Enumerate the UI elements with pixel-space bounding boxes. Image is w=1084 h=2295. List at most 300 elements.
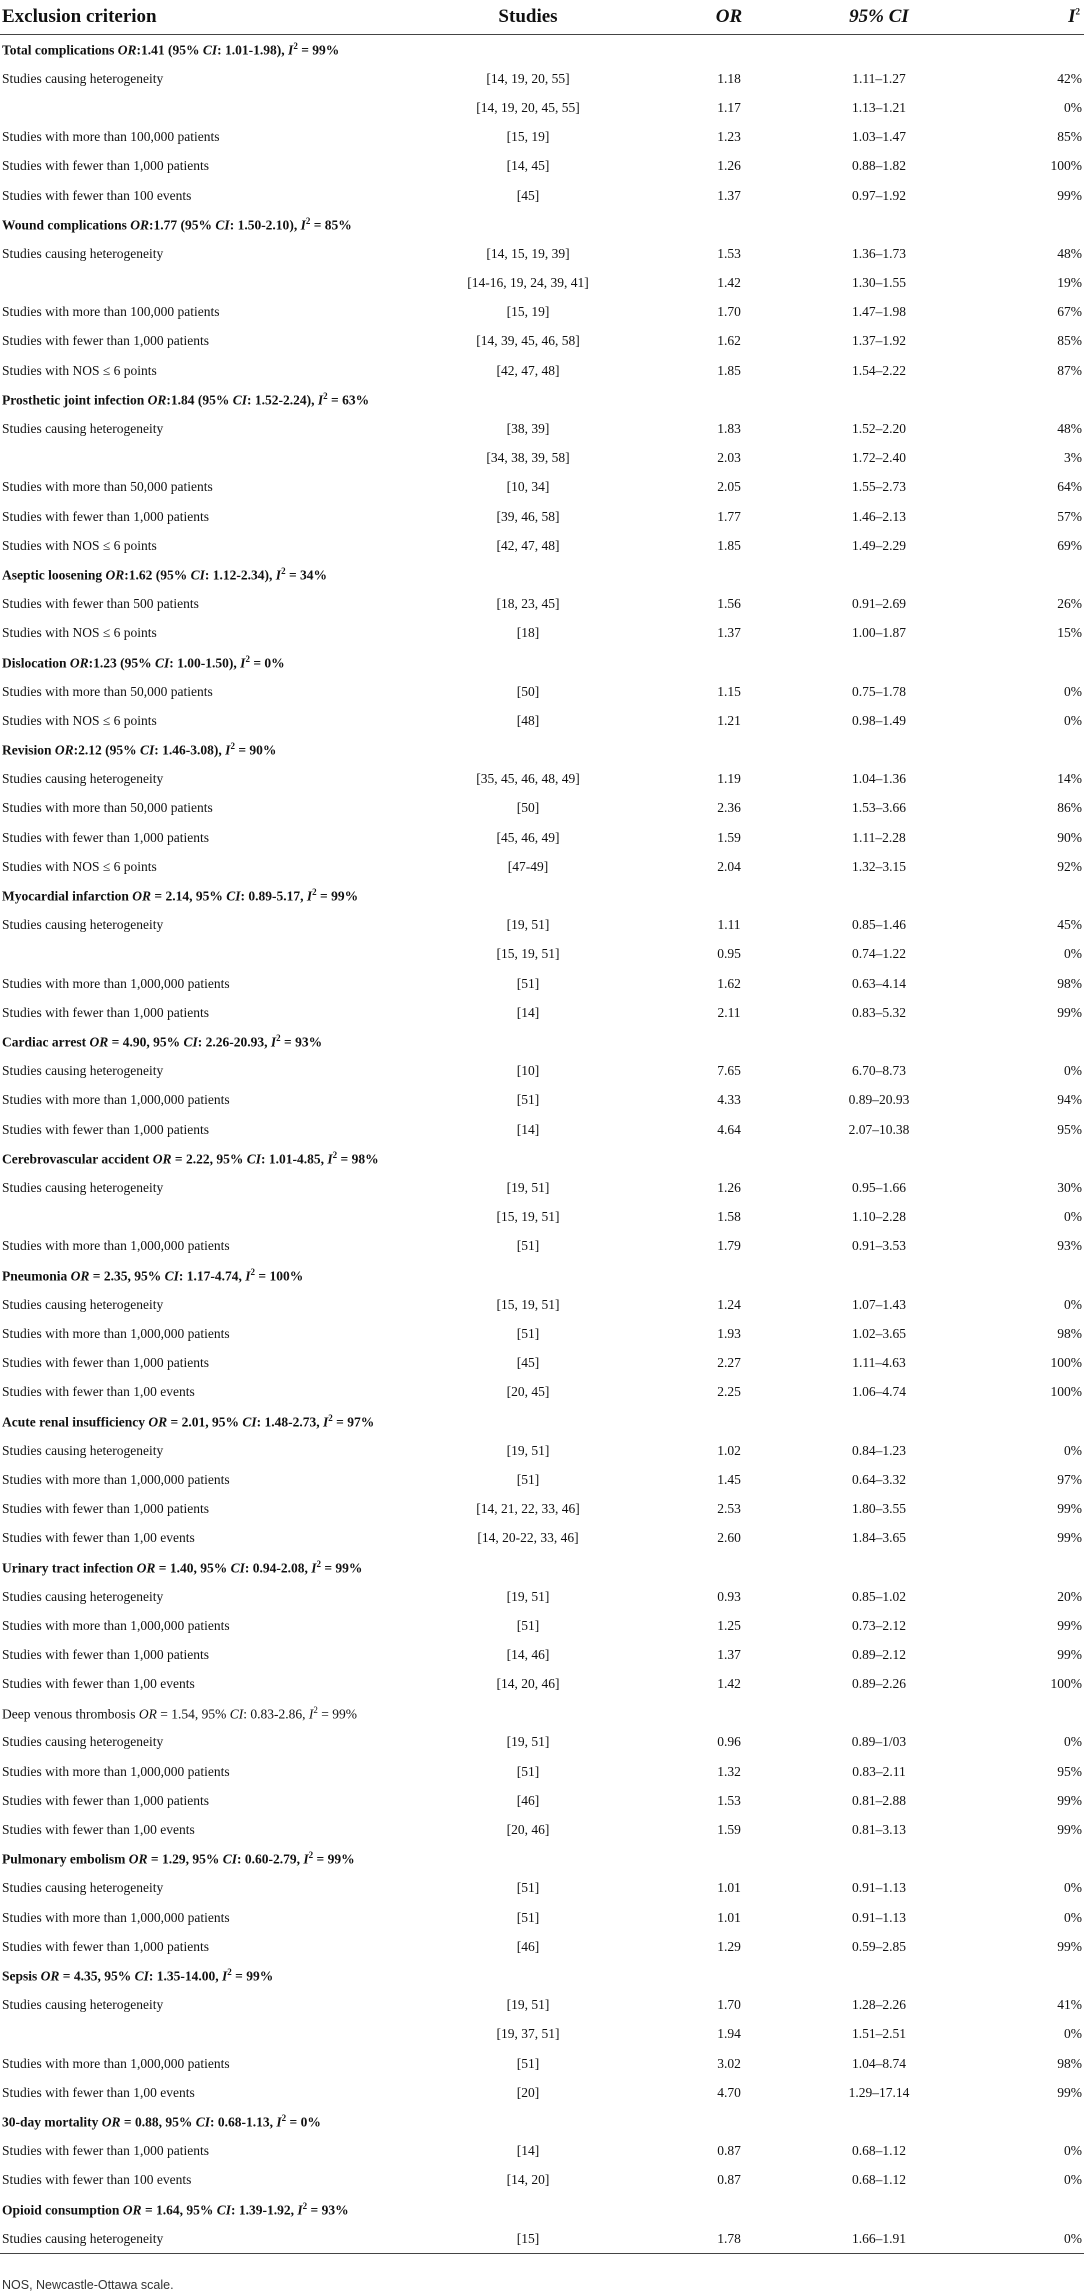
row-i2: 95% xyxy=(1057,1763,1082,1779)
section-eq: = xyxy=(167,1414,182,1430)
row-studies: [51] xyxy=(516,1909,540,1925)
row-i2: 100% xyxy=(1050,1676,1082,1692)
section-ci-prefix: , 95% xyxy=(146,1034,184,1050)
section-pooled-i2: 99% xyxy=(332,1706,357,1722)
row-ci: 1.10–2.28 xyxy=(852,1209,906,1225)
table-row xyxy=(0,1524,1084,1553)
table-row xyxy=(0,1670,1084,1699)
section-pooled-ci: 1.35-14.00 xyxy=(156,1968,216,1984)
row-criterion: Studies causing heterogeneity xyxy=(2,771,164,787)
row-ci: 0.89–20.93 xyxy=(848,1092,910,1108)
row-studies: [15, 19, 51] xyxy=(496,1296,560,1312)
section-header-cell: Revision OR:2.12 (95% CI: 1.46-3.08), $I^2 = 90\%$ xyxy=(2,741,277,758)
section-sep: ) xyxy=(306,392,312,408)
section-ci-prefix: (95% xyxy=(177,217,216,233)
row-or: 1.29 xyxy=(717,1938,741,1954)
row-ci: 0.68–1.12 xyxy=(852,2172,906,2188)
row-or: 1.42 xyxy=(717,1676,741,1692)
section-eq: = xyxy=(141,2202,157,2218)
section-header-row xyxy=(0,1144,1084,1173)
row-or: 2.53 xyxy=(717,1500,741,1516)
row-studies: [51] xyxy=(516,1763,540,1779)
row-or: 1.37 xyxy=(717,1646,741,1662)
section-pooled-ci: 1.52-2.24 xyxy=(254,392,307,408)
row-studies: [14] xyxy=(516,1121,540,1137)
table-row xyxy=(0,852,1084,881)
row-criterion: Studies with more than 1,000,000 patients xyxy=(2,1238,230,1254)
row-i2: 0% xyxy=(1064,1063,1082,1079)
section-pooled-i2: 90% xyxy=(249,742,277,758)
section-header-row xyxy=(0,1553,1084,1582)
row-criterion: Studies causing heterogeneity xyxy=(2,1296,164,1312)
section-header-cell: Prosthetic joint infection OR:1.84 (95% CI: 1.52-2.24), $I^2 = 63\%$ xyxy=(2,391,370,408)
row-studies: [48] xyxy=(516,712,540,728)
section-name: Myocardial infarction xyxy=(2,888,129,904)
row-or: 1.19 xyxy=(717,771,741,787)
row-ci: 1.46–2.13 xyxy=(852,508,906,524)
row-or: 1.59 xyxy=(717,829,741,845)
section-pooled-i2: 63% xyxy=(342,392,370,408)
row-criterion: Studies with more than 1,000,000 patients xyxy=(2,1617,230,1633)
row-or: 1.56 xyxy=(717,596,741,612)
section-header-cell: Pneumonia OR = 2.35, 95% CI: 1.17-4.74, $I^2 = 100\%$ xyxy=(2,1266,304,1284)
section-pooled-ci: 1.01-1.98 xyxy=(225,42,277,58)
row-criterion: Studies with fewer than 1,000 patients xyxy=(2,1792,209,1808)
row-studies: [51] xyxy=(516,1880,540,1896)
row-criterion: Studies with fewer than 1,00 events xyxy=(2,1676,195,1692)
i2-label: I xyxy=(327,1151,333,1167)
row-criterion: Studies with fewer than 100 events xyxy=(2,187,192,203)
row-ci: 1.84–3.65 xyxy=(852,1530,906,1546)
section-name: Cardiac arrest xyxy=(2,1034,87,1050)
section-name: Urinary tract infection xyxy=(2,1560,134,1576)
section-header-row xyxy=(0,1699,1084,1728)
row-i2: 92% xyxy=(1057,858,1082,874)
section-eq: = xyxy=(155,1560,170,1576)
row-studies: [18] xyxy=(516,625,540,641)
row-studies: [51] xyxy=(516,1238,540,1254)
table-row xyxy=(0,1494,1084,1523)
row-ci: 6.70–8.73 xyxy=(852,1063,906,1079)
table-row xyxy=(0,1115,1084,1144)
section-sep: ) xyxy=(276,42,282,58)
section-pooled-i2: 97% xyxy=(347,1414,375,1430)
row-criterion: Studies with more than 50,000 patients xyxy=(2,479,213,495)
ci-label: CI xyxy=(190,567,205,583)
row-ci: 0.85–1.46 xyxy=(852,917,906,933)
row-ci: 1.03–1.47 xyxy=(852,129,906,145)
i2-label: I xyxy=(270,1034,277,1050)
row-or: 1.17 xyxy=(717,99,741,115)
table-row xyxy=(0,2078,1084,2107)
row-studies: [14] xyxy=(516,1004,540,1020)
section-ci-prefix: , 95% xyxy=(185,1851,223,1867)
row-i2: 30% xyxy=(1057,1179,1082,1195)
row-or: 1.53 xyxy=(717,1792,741,1808)
row-ci: 0.91–2.69 xyxy=(852,596,906,612)
row-criterion: Studies with fewer than 1,000 patients xyxy=(2,1355,209,1371)
section-name: Prosthetic joint infection xyxy=(2,392,145,408)
row-criterion: Studies with more than 1,000,000 patients xyxy=(2,1909,230,1925)
row-studies: [14-16, 19, 24, 39, 41] xyxy=(467,275,589,291)
row-or: 1.62 xyxy=(717,975,741,991)
table-row xyxy=(0,2224,1084,2254)
row-ci: 1.11–2.28 xyxy=(852,829,906,845)
row-studies: [51] xyxy=(516,975,540,991)
row-or: 0.87 xyxy=(717,2172,741,2188)
row-ci: 1.55–2.73 xyxy=(852,479,906,495)
row-criterion: Studies with more than 100,000 patients xyxy=(2,129,220,145)
section-header-cell: Deep venous thrombosis OR = 1.54, 95% CI: 0.83-2.86, $I^2 = 99\%$ xyxy=(2,1704,357,1722)
section-pooled-or: 1.23 xyxy=(93,655,117,671)
table-row xyxy=(0,823,1084,852)
row-criterion: Studies with more than 100,000 patients xyxy=(2,304,220,320)
section-pooled-i2: 93% xyxy=(321,2202,349,2218)
row-ci: 0.68–1.12 xyxy=(852,2143,906,2159)
table-row xyxy=(0,619,1084,648)
section-eq: = xyxy=(59,1968,74,1984)
row-or: 0.87 xyxy=(717,2143,741,2159)
row-ci: 1.51–2.51 xyxy=(852,2026,906,2042)
row-i2: 99% xyxy=(1057,2084,1082,2100)
row-studies: [45] xyxy=(516,187,540,203)
row-or: 1.53 xyxy=(717,245,741,261)
table-footnote: NOS, Newcastle-Ottawa scale. xyxy=(2,2278,174,2292)
i2-label: I xyxy=(300,217,306,233)
row-i2: 100% xyxy=(1050,1384,1082,1400)
table-row xyxy=(0,911,1084,940)
section-ci-prefix: (95% xyxy=(116,655,156,671)
section-pooled-or: 1.84 xyxy=(170,392,195,408)
row-ci: 1.72–2.40 xyxy=(852,450,906,466)
table-row xyxy=(0,1465,1084,1494)
i2-label: I xyxy=(275,567,282,583)
row-criterion: Studies with fewer than 1,000 patients xyxy=(2,2143,209,2159)
row-i2: 0% xyxy=(1064,1734,1082,1750)
row-i2: 20% xyxy=(1057,1588,1082,1604)
row-criterion xyxy=(0,2020,392,2049)
row-studies: [20] xyxy=(516,2084,540,2100)
section-ci-prefix: , 95% xyxy=(205,1414,243,1430)
row-studies: [46] xyxy=(516,1792,540,1808)
i2-label: I xyxy=(245,1268,251,1284)
row-or: 1.85 xyxy=(717,362,741,378)
table-row xyxy=(0,93,1084,122)
row-criterion: Studies with fewer than 1,000 patients xyxy=(2,829,209,845)
row-i2: 67% xyxy=(1057,304,1082,320)
row-i2: 99% xyxy=(1057,1004,1082,1020)
or-label: OR xyxy=(130,217,150,233)
section-pooled-or: 2.14 xyxy=(165,888,190,904)
row-i2: 15% xyxy=(1057,625,1082,641)
row-i2: 85% xyxy=(1057,129,1082,145)
section-pooled-or: 1.77 xyxy=(153,217,178,233)
row-ci: 1.02–3.65 xyxy=(852,1325,906,1341)
section-ci-prefix: (95% xyxy=(194,392,233,408)
row-ci: 0.89–1/03 xyxy=(851,1734,907,1750)
table-row xyxy=(0,2166,1084,2195)
row-or: 1.23 xyxy=(717,129,741,145)
row-criterion: Studies with more than 1,000,000 patients xyxy=(2,1092,230,1108)
row-i2: 99% xyxy=(1057,1500,1082,1516)
row-i2: 45% xyxy=(1057,917,1082,933)
row-or: 2.36 xyxy=(717,800,741,816)
section-header-cell: Dislocation OR:1.23 (95% CI: 1.00-1.50), $I^2 = 0\%$ xyxy=(2,653,285,671)
or-label: OR xyxy=(136,1560,156,1576)
row-studies: [14, 21, 22, 33, 46] xyxy=(476,1500,580,1516)
section-name: Cerebrovascular accident xyxy=(2,1151,150,1167)
row-or: 2.60 xyxy=(717,1530,741,1546)
row-studies: [14, 20] xyxy=(506,2172,550,2188)
section-header-row xyxy=(0,881,1084,910)
section-pooled-ci: 0.68-1.13 xyxy=(217,2114,270,2130)
table-row xyxy=(0,969,1084,998)
i2-label: I xyxy=(288,42,294,58)
ci-label: CI xyxy=(202,42,218,58)
row-i2: 0% xyxy=(1064,99,1082,115)
row-studies: [45, 46, 49] xyxy=(496,829,560,845)
i2-label: I xyxy=(322,1414,329,1430)
table-row xyxy=(0,1786,1084,1815)
row-i2: 90% xyxy=(1057,829,1082,845)
row-or: 1.70 xyxy=(717,1997,741,2013)
i2-label: I xyxy=(225,742,231,758)
row-studies: [34, 38, 39, 58] xyxy=(486,450,570,466)
table-row xyxy=(0,1815,1084,1844)
table-row xyxy=(0,1611,1084,1640)
row-studies: [14, 20-22, 33, 46] xyxy=(477,1530,579,1546)
row-criterion: Studies causing heterogeneity xyxy=(0,2224,392,2254)
table-row xyxy=(0,2020,1084,2049)
section-eq: : xyxy=(136,42,142,58)
row-i2: 64% xyxy=(1057,479,1082,495)
section-pooled-or: 1.54 xyxy=(171,1706,195,1722)
or-label: OR xyxy=(105,567,125,583)
row-criterion: Studies causing heterogeneity xyxy=(2,1734,164,1750)
row-i2: 0% xyxy=(1064,2172,1082,2188)
section-pooled-ci: 1.48-2.73 xyxy=(264,1414,317,1430)
ci-label: CI xyxy=(216,2202,232,2218)
i2-label: I xyxy=(276,2114,282,2130)
row-or: 1.37 xyxy=(717,625,741,641)
row-i2: 99% xyxy=(1057,1938,1082,1954)
table-row xyxy=(0,152,1084,181)
table-row xyxy=(0,940,1084,969)
row-or: 1.01 xyxy=(717,1909,741,1925)
section-ci-prefix: , 95% xyxy=(158,2114,196,2130)
section-pooled-or: 4.90 xyxy=(122,1034,147,1050)
table-row xyxy=(0,1728,1084,1757)
table-row xyxy=(0,1640,1084,1669)
section-pooled-i2: 99% xyxy=(246,1968,274,1984)
ci-label: CI xyxy=(215,217,230,233)
row-studies: [15, 19] xyxy=(506,304,550,320)
row-or: 1.25 xyxy=(717,1617,741,1633)
section-name: Wound complications xyxy=(2,217,127,233)
row-studies: [39, 46, 58] xyxy=(496,508,560,524)
row-ci: 0.89–2.26 xyxy=(852,1676,906,1692)
row-i2: 99% xyxy=(1057,1792,1082,1808)
row-ci: 1.28–2.26 xyxy=(852,1997,906,2013)
table-row xyxy=(0,794,1084,823)
row-criterion: Studies with fewer than 1,000 patients xyxy=(2,333,209,349)
row-i2: 98% xyxy=(1057,1325,1082,1341)
row-or: 1.62 xyxy=(717,333,741,349)
section-pooled-i2: 99% xyxy=(331,888,359,904)
row-or: 1.18 xyxy=(717,70,741,86)
row-or: 1.70 xyxy=(717,304,741,320)
row-criterion: Studies with fewer than 1,000 patients xyxy=(2,1121,209,1137)
section-pooled-or: 0.88 xyxy=(134,2114,159,2130)
table-row xyxy=(0,1436,1084,1465)
i2-label: I xyxy=(306,888,313,904)
section-sep: ) xyxy=(264,567,270,583)
table-row xyxy=(0,502,1084,531)
table-row xyxy=(0,1991,1084,2020)
row-or: 1.26 xyxy=(717,1179,741,1195)
table-row xyxy=(0,298,1084,327)
section-eq: = xyxy=(108,1034,123,1050)
ci-label: CI xyxy=(226,888,241,904)
row-i2: 0% xyxy=(1064,1209,1082,1225)
row-studies: [14, 46] xyxy=(506,1646,550,1662)
row-or: 1.93 xyxy=(717,1325,741,1341)
row-i2: 85% xyxy=(1057,333,1082,349)
row-i2: 98% xyxy=(1057,975,1082,991)
section-name: Revision xyxy=(2,742,52,758)
i2-label: I xyxy=(240,655,246,671)
or-label: OR xyxy=(101,2114,121,2130)
section-header-row xyxy=(0,1261,1084,1290)
row-or: 1.78 xyxy=(664,2224,794,2254)
table-row xyxy=(0,2137,1084,2166)
row-studies: [10, 34] xyxy=(506,479,550,495)
table-row xyxy=(0,1057,1084,1086)
row-or: 1.42 xyxy=(717,275,741,291)
row-ci: 2.07–10.38 xyxy=(848,1121,910,1137)
row-ci: 0.95–1.66 xyxy=(852,1179,906,1195)
header-or: OR xyxy=(664,0,794,35)
row-studies: [50] xyxy=(516,683,540,699)
row-i2: 99% xyxy=(1057,1646,1082,1662)
section-name: Pulmonary embolism xyxy=(2,1851,126,1867)
row-ci: 0.91–3.53 xyxy=(852,1238,906,1254)
section-header-cell: Total complications OR:1.41 (95% CI: 1.01-1.98), $I^2 = 99\%$ xyxy=(2,40,340,58)
section-ci-prefix: , 95% xyxy=(179,2202,217,2218)
section-pooled-i2: 93% xyxy=(295,1034,323,1050)
section-pooled-i2: 100% xyxy=(269,1268,304,1284)
row-or: 2.04 xyxy=(717,858,741,874)
row-or: 1.24 xyxy=(717,1296,741,1312)
row-ci: 1.29–17.14 xyxy=(848,2084,910,2100)
row-criterion: Studies causing heterogeneity xyxy=(2,1179,164,1195)
row-criterion: Studies with fewer than 1,000 patients xyxy=(2,158,209,174)
row-studies: [19, 37, 51] xyxy=(496,2026,560,2042)
row-criterion: Studies with fewer than 1,00 events xyxy=(2,1530,195,1546)
row-i2: 0% xyxy=(1064,946,1082,962)
section-ci-prefix: , 95% xyxy=(127,1268,165,1284)
i2-label: I xyxy=(308,1706,314,1722)
row-ci: 0.97–1.92 xyxy=(852,187,906,203)
section-pooled-i2: 34% xyxy=(300,567,328,583)
section-header-row xyxy=(0,2195,1084,2224)
row-i2: 0% xyxy=(1064,1442,1082,1458)
table-row xyxy=(0,1903,1084,1932)
row-criterion xyxy=(0,269,392,298)
section-sep: ) xyxy=(228,655,234,671)
section-pooled-or: 1.62 xyxy=(128,567,153,583)
or-label: OR xyxy=(69,655,89,671)
row-ci: 1.53–3.66 xyxy=(852,800,906,816)
row-ci: 0.85–1.02 xyxy=(852,1588,906,1604)
row-ci: 1.47–1.98 xyxy=(852,304,906,320)
or-label: OR xyxy=(132,888,151,904)
row-criterion: Studies with more than 1,000,000 patients xyxy=(2,975,230,991)
or-label: OR xyxy=(40,1968,60,1984)
table-row xyxy=(0,1582,1084,1611)
table-row xyxy=(0,181,1084,210)
section-pooled-ci: 1.50-2.10 xyxy=(237,217,290,233)
row-i2: 0% xyxy=(964,2224,1084,2254)
i2-label: I xyxy=(297,2202,303,2218)
section-pooled-ci: 0.60-2.79 xyxy=(244,1851,297,1867)
row-studies: [51] xyxy=(516,1325,540,1341)
section-ci-prefix: , 95% xyxy=(97,1968,135,1984)
ci-label: CI xyxy=(246,1151,261,1167)
ci-label: CI xyxy=(140,742,155,758)
ci-label: CI xyxy=(195,2114,210,2130)
row-studies: [15, 19, 51] xyxy=(496,1209,560,1225)
table-row xyxy=(0,706,1084,735)
row-i2: 0% xyxy=(1064,712,1082,728)
row-ci: 1.30–1.55 xyxy=(852,275,906,291)
row-or: 0.95 xyxy=(717,946,741,962)
row-ci: 0.83–2.11 xyxy=(852,1763,906,1779)
row-criterion: Studies with fewer than 1,000 patients xyxy=(2,1646,209,1662)
i2-label: I xyxy=(317,392,324,408)
row-criterion: Studies with fewer than 1,000 patients xyxy=(2,1938,209,1954)
section-pooled-or: 4.35 xyxy=(73,1968,98,1984)
i2-label: I xyxy=(222,1968,228,1984)
row-i2: 14% xyxy=(1057,771,1082,787)
row-studies: [19, 51] xyxy=(506,1179,550,1195)
row-criterion: Studies with fewer than 100 events xyxy=(2,2172,192,2188)
row-studies: [47-49] xyxy=(507,858,549,874)
row-ci: 1.52–2.20 xyxy=(852,421,906,437)
row-criterion: Studies with fewer than 500 patients xyxy=(2,596,199,612)
table-row xyxy=(0,64,1084,93)
section-name: Opioid consumption xyxy=(2,2202,120,2218)
row-ci: 1.37–1.92 xyxy=(852,333,906,349)
section-pooled-ci: 1.46-3.08 xyxy=(162,742,214,758)
header-i2: $I^2$ xyxy=(964,0,1084,35)
row-or: 1.15 xyxy=(717,683,741,699)
section-pooled-ci: 2.26-20.93 xyxy=(205,1034,265,1050)
section-header-row xyxy=(0,1407,1084,1436)
row-criterion: Studies with more than 50,000 patients xyxy=(2,800,213,816)
row-studies: [46] xyxy=(516,1938,540,1954)
row-ci: 1.36–1.73 xyxy=(852,245,906,261)
section-ci-prefix: (95% xyxy=(101,742,141,758)
row-studies: [51] xyxy=(516,1471,540,1487)
section-ci-prefix: (95% xyxy=(152,567,191,583)
row-i2: 99% xyxy=(1057,1530,1082,1546)
row-i2: 42% xyxy=(1057,70,1082,86)
or-label: OR xyxy=(138,1706,157,1722)
section-ci-prefix: , 95% xyxy=(189,888,227,904)
row-criterion xyxy=(0,444,392,473)
section-pooled-i2: 99% xyxy=(335,1560,363,1576)
